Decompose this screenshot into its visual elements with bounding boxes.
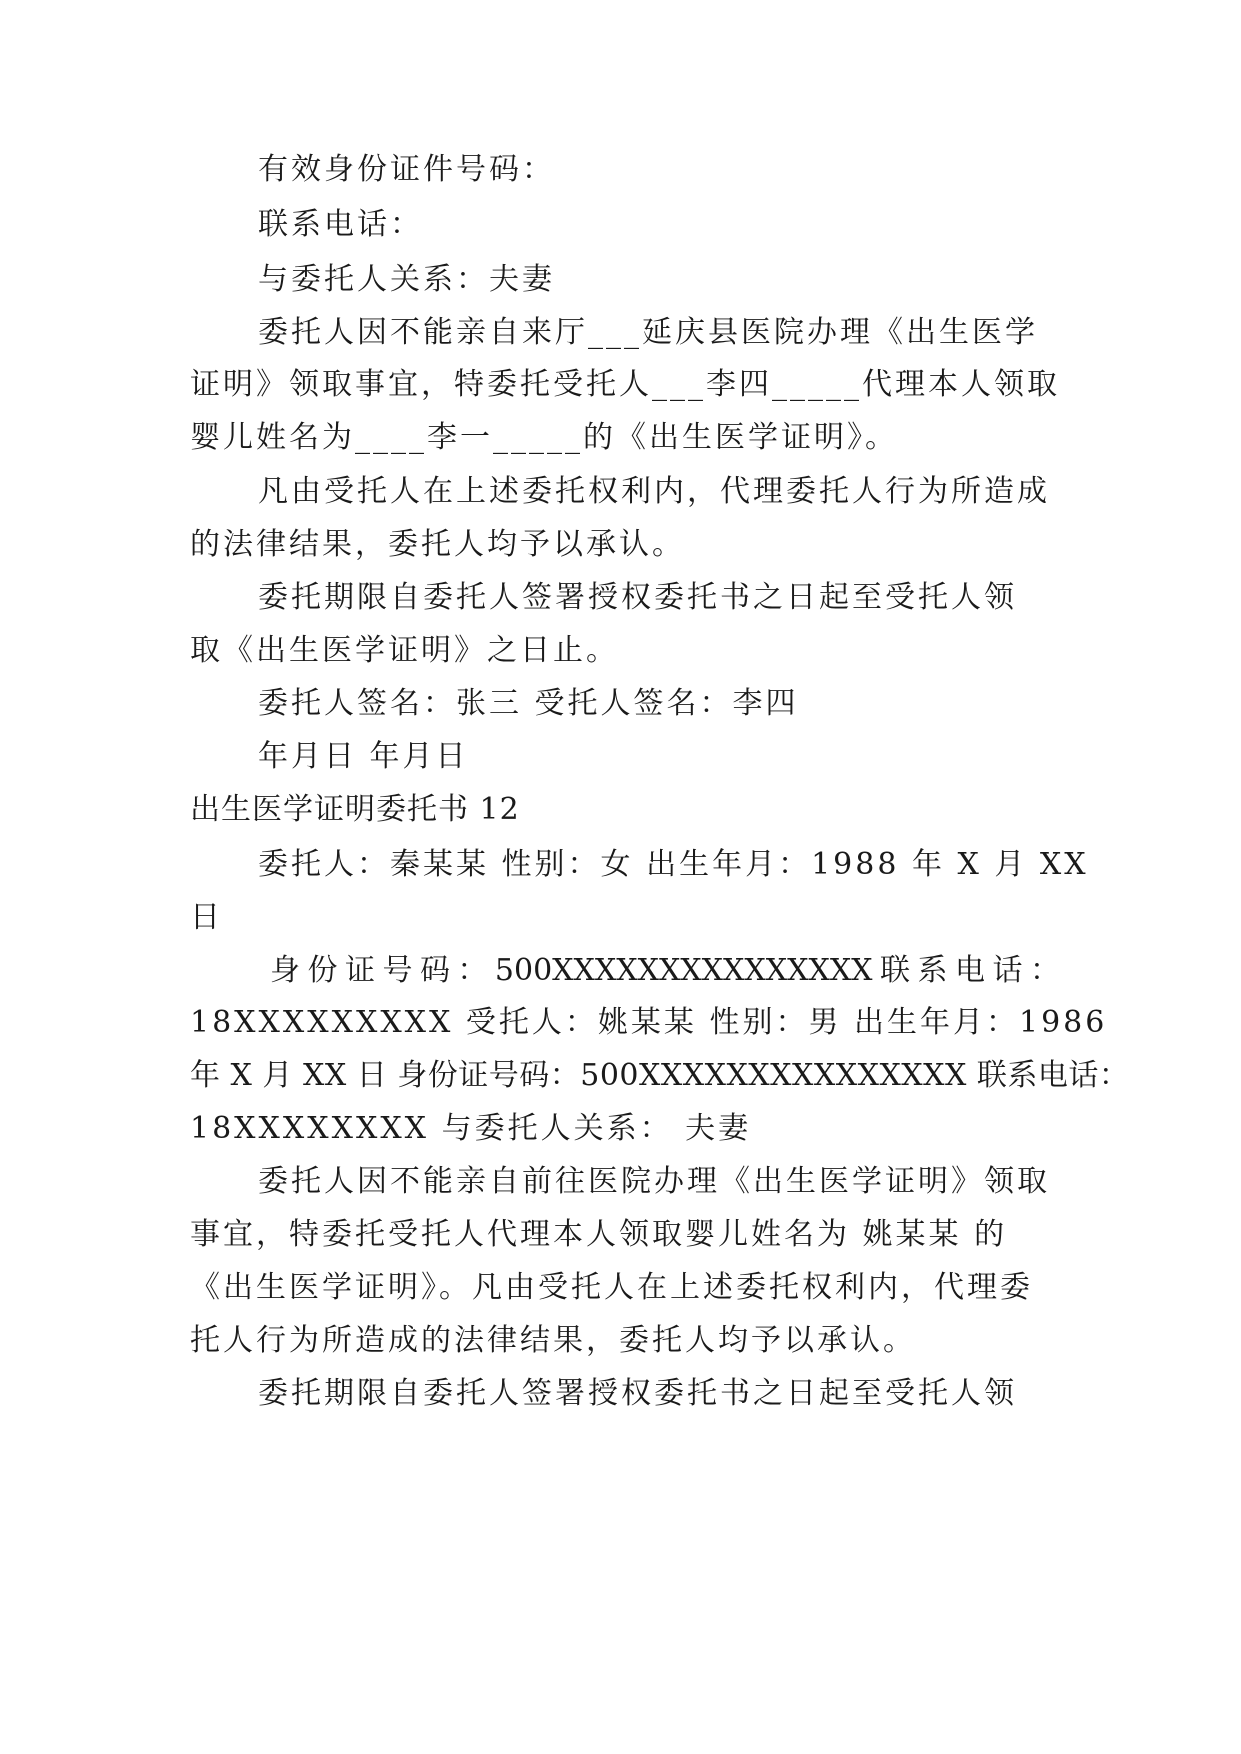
signature-line: 委托人签名：张三 受托人签名：李四 <box>258 686 799 721</box>
text-segment: 身 <box>270 953 300 988</box>
relation-line: 18XXXXXXXX 与委托人关系： 夫妻 <box>190 1111 752 1146</box>
text-segment: 码 <box>419 953 450 988</box>
text-segment: 联 <box>880 953 911 988</box>
paragraph-line: 的法律结果，委托人均予以承认。 <box>190 527 685 562</box>
paragraph-line: 委托人因不能亲自来厅___延庆县医院办理《出生医学 <box>258 315 1038 350</box>
text-segment: 500XXXXXXXXXXXXXXX <box>494 953 873 988</box>
delegator-line: 委托人：秦某某 性别：女 出生年月：1988 年 X 月 XX <box>258 847 1089 882</box>
text-segment: 话 <box>992 953 1023 988</box>
relation-line: 与委托人关系：夫妻 <box>258 262 555 297</box>
section-heading: 出生医学证明委托书 12 <box>190 792 520 827</box>
text-segment: ： <box>1029 953 1060 988</box>
text-segment: 系 <box>917 953 948 988</box>
paragraph-line: 凡由受托人在上述委托权利内，代理委托人行为所造成 <box>258 474 1050 509</box>
justified-line <box>270 951 1060 991</box>
text-segment: ： <box>457 953 488 988</box>
text-segment: 份 <box>307 953 338 988</box>
paragraph-line: 委托人因不能亲自前往医院办理《出生医学证明》领取 <box>258 1164 1050 1199</box>
delegatee-line: 年 X 月 XX 日 身份证号码：500XXXXXXXXXXXXXXX 联系电话： <box>190 1058 1130 1093</box>
text-segment: 证 <box>344 953 375 988</box>
delegator-line-cont: 日 <box>190 900 223 935</box>
paragraph-line: 《出生医学证明》。凡由受托人在上述委托权利内，代理委 <box>190 1270 1033 1305</box>
paragraph-line: 婴儿姓名为____李一_____的《出生医学证明》。 <box>190 420 898 455</box>
delegatee-line: 18XXXXXXXXX 受托人：姚某某 性别：男 出生年月：1986 <box>190 1005 1108 1040</box>
paragraph-line: 取《出生医学证明》之日止。 <box>190 633 619 668</box>
paragraph-line: 委托期限自委托人签署授权委托书之日起至受托人领 <box>258 1376 1017 1411</box>
paragraph-line: 委托期限自委托人签署授权委托书之日起至受托人领 <box>258 580 1017 615</box>
paragraph-line: 证明》领取事宜，特委托受托人___李四_____代理本人领取 <box>190 367 1060 402</box>
id-number-line: 有效身份证件号码： <box>258 152 555 187</box>
paragraph-line: 托人行为所造成的法律结果，委托人均予以承认。 <box>190 1323 916 1358</box>
phone-line: 联系电话： <box>258 207 423 242</box>
date-line: 年月日 年月日 <box>258 739 469 774</box>
text-segment: 号 <box>382 953 413 988</box>
text-segment: 电 <box>954 953 985 988</box>
paragraph-line: 事宜，特委托受托人代理本人领取婴儿姓名为 姚某某 的 <box>190 1217 1008 1252</box>
